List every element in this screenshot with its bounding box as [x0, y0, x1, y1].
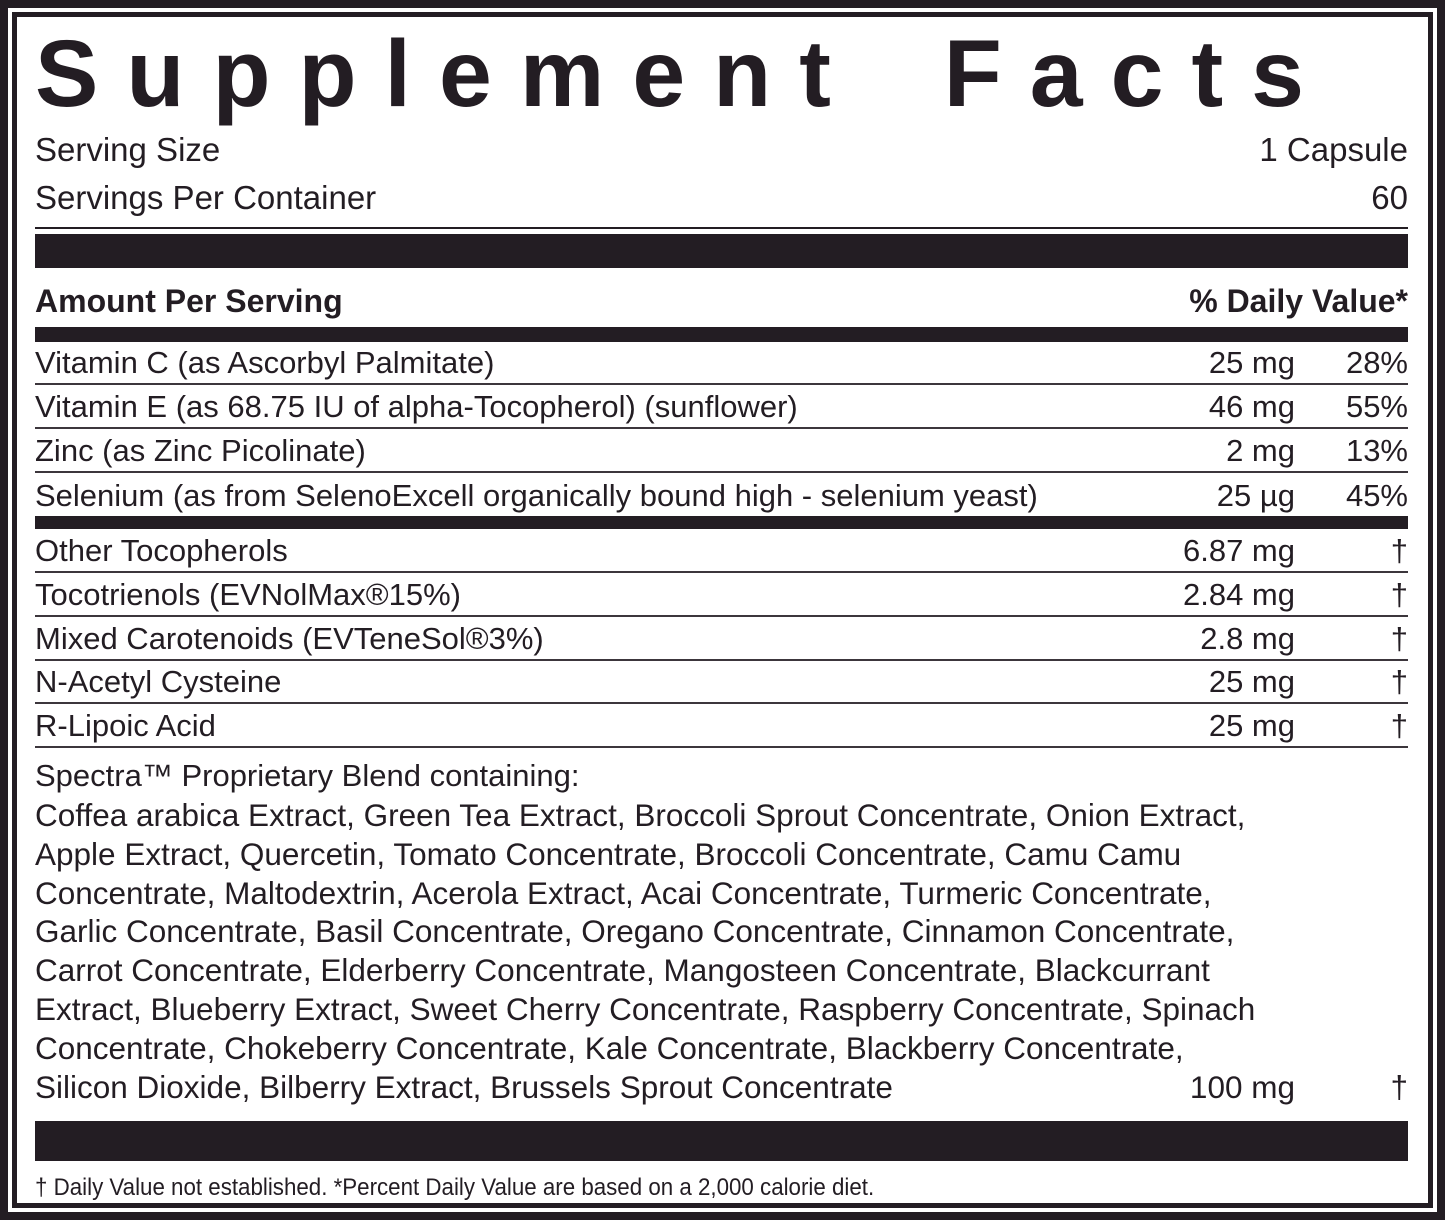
ingredient-amount: 6.87 mg	[1182, 533, 1295, 569]
blend-ingredients-line: Silicon Dioxide, Bilberry Extract, Brussels Sprout Concentrate	[35, 1068, 893, 1105]
table-row	[35, 704, 1408, 748]
blend-ingredients-line: Coffea arabica Extract, Green Tea Extract, Broccoli Sprout Concentrate, Onion Extract,	[35, 796, 1246, 833]
servings-per-container-label: Servings Per Container	[35, 179, 377, 216]
table-header-row	[35, 268, 1408, 327]
ingredient-name: Zinc (as Zinc Picolinate)	[35, 432, 366, 468]
ingredient-name: Vitamin E (as 68.75 IU of alpha-Tocopherol) (sunflower)	[35, 389, 798, 425]
table-row	[35, 342, 1408, 386]
table-row	[35, 473, 1408, 517]
blend-heading: Spectra™ Proprietary Blend containing:	[35, 757, 580, 793]
amount-per-serving-header: Amount Per Serving	[35, 282, 343, 319]
table-row	[35, 573, 1408, 617]
footnote: † Daily Value not established. *Percent Daily Value are based on a 2,000 calorie diet.	[35, 1174, 875, 1202]
ingredient-dv: †	[1390, 707, 1408, 743]
blend-amount: 100 mg	[1189, 1068, 1295, 1105]
ingredient-amount: 25 mg	[1208, 664, 1295, 700]
blend-ingredients-line: Concentrate, Chokeberry Concentrate, Kale Concentrate, Blackberry Concentrate,	[35, 1029, 1184, 1066]
label-white-margin	[8, 8, 1437, 1212]
ingredient-dv: †	[1390, 620, 1408, 656]
blend-dv: †	[1390, 1068, 1408, 1105]
servings-per-container-row	[35, 174, 1408, 222]
ingredient-amount: 46 mg	[1208, 389, 1295, 425]
ingredient-name: N-Acetyl Cysteine	[35, 664, 282, 700]
table-row	[35, 529, 1408, 573]
ingredient-amount: 2.84 mg	[1182, 576, 1295, 612]
ingredient-name: Tocotrienols (EVNolMax®15%)	[35, 576, 461, 612]
ingredient-dv: 13%	[1345, 432, 1408, 468]
divider-hairline	[35, 227, 1408, 229]
ingredient-dv: †	[1390, 576, 1408, 612]
divider-bar-medium	[35, 327, 1408, 342]
table-row	[35, 661, 1408, 705]
daily-value-header: % Daily Value*	[1189, 282, 1408, 319]
ingredient-dv: †	[1390, 533, 1408, 569]
blend-ingredients-line: Garlic Concentrate, Basil Concentrate, Oregano Concentrate, Cinnamon Concentrate,	[35, 913, 1235, 950]
page-title: Supplement Facts	[35, 21, 1333, 127]
ingredient-name: Selenium (as from SelenoExcell organically bound high - selenium yeast)	[35, 478, 1038, 514]
serving-size-value: 1 Capsule	[1259, 131, 1408, 168]
serving-size-row	[35, 126, 1408, 174]
blend-ingredients-line: Carrot Concentrate, Elderberry Concentrate, Mangosteen Concentrate, Blackcurrant	[35, 952, 1210, 989]
blend-ingredients-line: Concentrate, Maltodextrin, Acerola Extract, Acai Concentrate, Turmeric Concentrate,	[35, 874, 1212, 911]
ingredient-name: Vitamin C (as Ascorbyl Palmitate)	[35, 345, 495, 381]
table-row	[35, 429, 1408, 473]
supplement-facts-panel	[12, 12, 1433, 1208]
ingredient-amount: 25 mg	[1208, 707, 1295, 743]
ingredient-name: Mixed Carotenoids (EVTeneSol®3%)	[35, 620, 544, 656]
divider-bar-section	[35, 516, 1408, 529]
ingredient-name: Other Tocopherols	[35, 533, 288, 569]
ingredient-amount: 25 µg	[1216, 478, 1295, 514]
ingredient-name: R-Lipoic Acid	[35, 707, 216, 743]
ingredient-dv: 28%	[1345, 345, 1408, 381]
blend-ingredients-line: Apple Extract, Quercetin, Tomato Concentrate, Broccoli Concentrate, Camu Camu	[35, 835, 1182, 872]
serving-size-label: Serving Size	[35, 131, 221, 168]
table-row	[35, 385, 1408, 429]
ingredient-dv: 45%	[1345, 478, 1408, 514]
ingredient-dv: 55%	[1345, 389, 1408, 425]
servings-per-container-value: 60	[1371, 179, 1408, 216]
ingredient-amount: 25 mg	[1208, 345, 1295, 381]
blend-ingredients-line: Extract, Blueberry Extract, Sweet Cherry Concentrate, Raspberry Concentrate, Spinach	[35, 990, 1256, 1027]
blend-last-line	[35, 1068, 1408, 1107]
ingredient-amount: 2 mg	[1226, 432, 1295, 468]
ingredient-amount: 2.8 mg	[1200, 620, 1295, 656]
ingredient-dv: †	[1390, 664, 1408, 700]
table-row	[35, 617, 1408, 661]
divider-bar-thick-top	[35, 234, 1408, 268]
divider-bar-thick-bottom	[35, 1121, 1408, 1161]
